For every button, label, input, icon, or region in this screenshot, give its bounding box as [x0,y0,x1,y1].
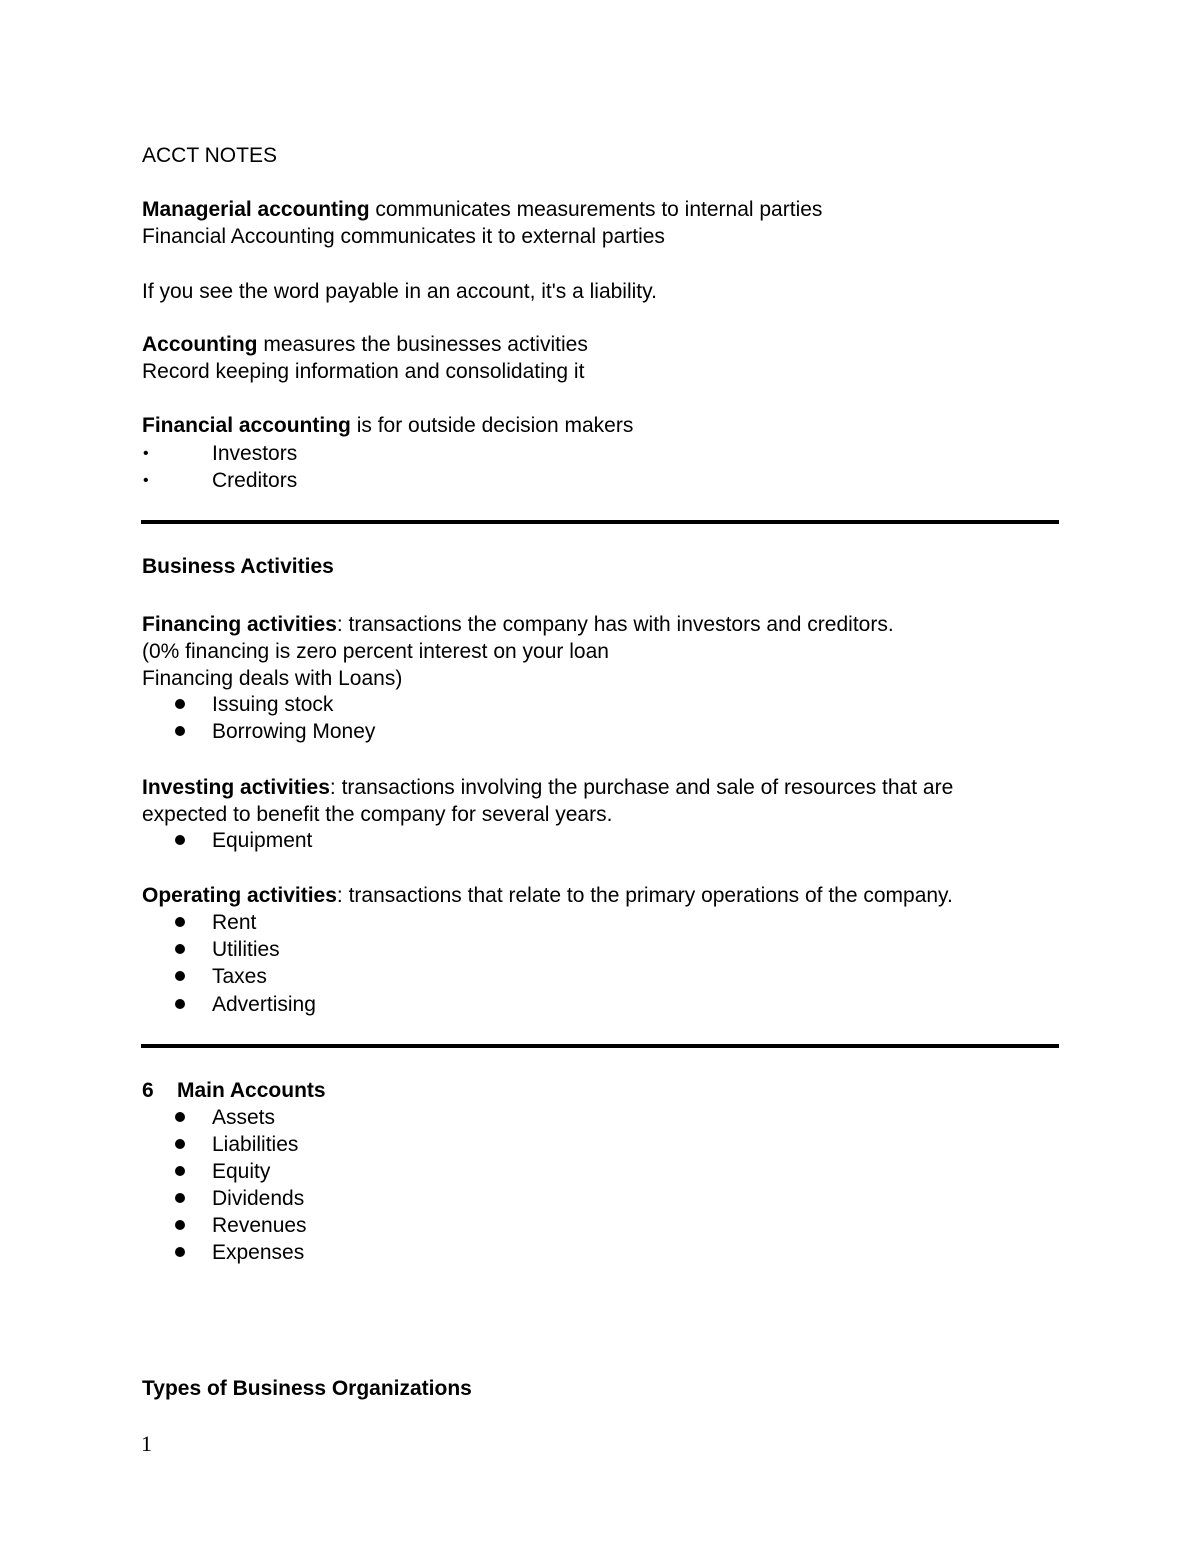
list-item: Rent [212,911,257,934]
financing-definition [142,612,894,638]
operating-definition [142,883,953,909]
bullet-icon [175,726,185,736]
list-item: Dividends [212,1187,305,1210]
financing-term: Financing activities [142,613,337,636]
bullet-icon [175,944,185,954]
investing-term: Investing activities [142,776,330,799]
document-title: ACCT NOTES [142,144,277,167]
investing-text-continued: expected to benefit the company for several years. [142,803,613,826]
investing-definition [142,775,953,801]
bullet-icon [175,1139,185,1149]
bullet-icon [175,1166,185,1176]
list-item: Issuing stock [212,693,334,716]
financing-text: : transactions the company has with investors and creditors. [336,613,894,636]
payable-note: If you see the word payable in an account, it's a liability. [142,280,657,303]
accounting-term: Accounting [142,333,258,356]
list-item: Liabilities [212,1133,299,1156]
financial-accounting-text: is for outside decision makers [350,414,634,437]
list-item: Creditors [212,469,298,492]
bullet-icon [175,917,185,927]
accounting-definition [142,332,588,358]
managerial-text: communicates measurements to internal parties [369,198,823,221]
list-item: Assets [212,1106,276,1129]
bullet-icon [175,1193,185,1203]
bullet-icon [175,699,185,709]
bullet-icon [175,1112,185,1122]
list-item: Investors [212,442,298,465]
financing-note-1: (0% financing is zero percent interest on your loan [142,640,609,663]
bullet-icon [175,1220,185,1230]
page-number: 1 [141,1431,152,1456]
section-divider [141,520,1059,524]
list-item: Revenues [212,1214,307,1237]
bullet-icon [175,835,185,845]
bullet-icon [175,971,185,981]
financial-accounting-term: Financial accounting [142,414,351,437]
bullet-icon [175,1247,185,1257]
list-item: Advertising [212,993,316,1016]
list-item: Expenses [212,1241,305,1264]
types-heading: Types of Business Organizations [142,1377,472,1400]
accounting-text: measures the businesses activities [257,333,588,356]
managerial-term: Managerial accounting [142,198,370,221]
list-item: Utilities [212,938,280,961]
financial-accounting-definition [142,413,633,439]
main-accounts-number: 6 [142,1079,154,1102]
list-item: Equity [212,1160,271,1183]
operating-text: : transactions that relate to the primary operations of the company. [336,884,953,907]
main-accounts-heading: Main Accounts [177,1079,326,1102]
investing-text: : transactions involving the purchase and sale of resources that are [329,776,954,799]
operating-term: Operating activities [142,884,337,907]
section-divider [141,1044,1059,1048]
bullet-icon [175,999,185,1009]
list-item: Equipment [212,829,313,852]
list-item: Taxes [212,965,267,988]
managerial-definition [142,197,822,223]
list-item: Borrowing Money [212,720,376,743]
record-keeping-note: Record keeping information and consolidating it [142,360,585,383]
financing-note-2: Financing deals with Loans) [142,667,403,690]
business-activities-heading: Business Activities [142,555,334,578]
bullet-icon: • [143,472,149,489]
bullet-icon: • [143,445,149,462]
financial-accounting-note: Financial Accounting communicates it to external parties [142,225,665,248]
